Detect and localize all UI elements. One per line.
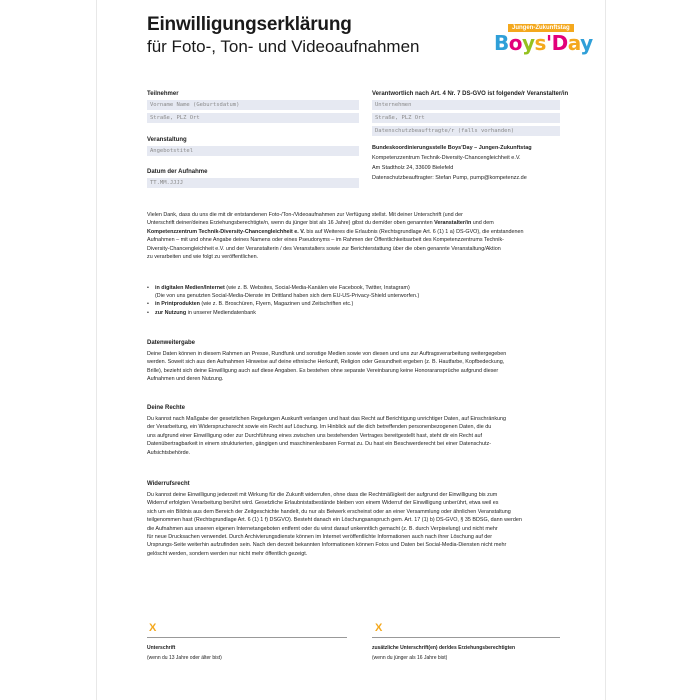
signature-mark-icon: X: [375, 622, 383, 634]
bullet-icon: •: [147, 309, 149, 316]
paragraph-line: die Aufnahmen aus unseren eigenen Internetangeboten entfernt oder du wirst darauf unkenntlich gemacht (z. B. durch Verpixelung) und nicht mehr: [147, 525, 498, 532]
bullet-3-bold: zur Nutzung: [155, 309, 187, 316]
bullet-1-text: (wie z. B. Websites, Social-Media-Kanälen wie Facebook, Twitter, Instagram): [224, 285, 410, 291]
intro-line-2-text: Unterschrift deiner/deines Erziehungsberechtigte/n, wenn du jünger bist als 16 Jahre) gibst du dem/der oben genannten: [147, 220, 435, 227]
paragraph-line: uns aufgrund einer Einwilligung oder zur Durchführung eines zwischen uns bestehenden Vertrages bereitgestellt hast, steht dir ein Recht auf: [147, 432, 483, 439]
document-title: Einwilligungserklärung: [147, 14, 352, 35]
paragraph-line: der Verarbeitung, ein Widerspruchsrecht sowie ein Recht auf Löschung. Im Hinblick auf die dich betreffenden personenbezogenen Daten, die du: [147, 424, 492, 431]
paragraph-line: werden. Soweit sich aus den Aufnahmen Hinweise auf deine ethnische Herkunft, Religion oder Gesundheit ergeben (z. B. Hautfarbe, Kopfbedeckung,: [147, 359, 505, 366]
intro-paragraph: [147, 211, 559, 261]
document-subtitle: für Foto-, Ton- und Videoaufnahmen: [147, 37, 420, 56]
participant-signature-note: (wenn du 13 Jahre oder älter bist): [147, 655, 222, 661]
office-line-1: Kompetenzzentrum Technik-Diversity-Chancengleichheit e.V.: [372, 155, 521, 161]
company-address-field[interactable]: Straße, PLZ Ort: [372, 113, 560, 123]
logo-banner: Jungen-Zukunftstag: [508, 24, 574, 32]
withdrawal-paragraph: [147, 491, 559, 558]
event-label: Veranstaltung: [147, 137, 187, 143]
bullet-2-bold: in Printprodukten: [155, 301, 200, 308]
intro-line-2: [147, 219, 559, 227]
paragraph-line: gelöscht werden, sondern werden nur nicht mehr öffentlich gezeigt.: [147, 550, 308, 557]
bullet-2-text: (wie z. B. Broschüren, Flyern, Magazinen und Zeitschriften etc.): [199, 301, 354, 308]
bullet-icon: •: [147, 301, 149, 308]
paragraph-line: teilgenommen hast (Rechtsgrundlage Art. 6 (1) 1 f) DSGVO). Besteht danach ein Löschungsanspruch gem. Art. 17 (1) b) DS-GVO, § 35 BDSG, dann werden: [147, 517, 522, 524]
section-heading-withdrawal: Widerrufsrecht: [147, 481, 190, 487]
intro-organizer-bold: Veranstalter/in: [434, 220, 472, 227]
participant-address-field[interactable]: Straße, PLZ Ort: [147, 113, 359, 123]
data-protection-officer-field[interactable]: Datenschutzbeauftragte/r (falls vorhanden): [372, 126, 560, 136]
office-heading: Bundeskoordinierungsstelle Boys'Day – Jungen-Zukunftstag: [372, 145, 532, 151]
date-field[interactable]: TT.MM.JJJJ: [147, 178, 359, 188]
bullet-icon: •: [147, 285, 149, 291]
intro-line-3: [147, 228, 559, 236]
participant-signature-line[interactable]: [147, 637, 347, 638]
intro-line-6: zu verarbeiten und wie folgt zu veröffentlichen.: [147, 254, 259, 261]
rights-paragraph: [147, 415, 559, 457]
section-heading-data-transfer: Datenweitergabe: [147, 340, 196, 346]
intro-line-2-end: und dem: [471, 220, 494, 227]
logo-wordmark: Boys'Day: [494, 31, 593, 55]
office-line-3: Datenschutzbeauftragter: Stefan Pump, pump@kompetenzz.de: [372, 175, 527, 181]
bullet-1-bold: in digitalen Medien/Internet: [155, 285, 225, 291]
participant-label: Teilnehmer: [147, 91, 179, 97]
company-field[interactable]: Unternehmen: [372, 100, 560, 110]
paragraph-line: Brille), bezieht sich deine Einwilligung auch auf diese Angaben. Es bestehen ohne separate Vereinbarung keine Honoraransprüche aufgrund dieser: [147, 367, 499, 374]
bullet-1-note: (Die von uns genutzten Social-Media-Dienste im Drittland haben sich dem EU-US-Privacy-Shield unterworfen.): [155, 293, 420, 300]
intro-line-5: Diversity-Chancengleichheit e.V. und der Veranstalterin / des Veranstalters sowie zur Berichterstattung über die oben genannte Veranstaltung/Aktion: [147, 245, 501, 252]
list-item: [147, 300, 559, 308]
paragraph-line: Datenübertragbarkeit in einem strukturierten, gängigen und maschinenlesbaren Format zu. Du hast ein Beschwerderecht bei einer Datenschutz-: [147, 441, 491, 448]
list-item: [147, 284, 559, 292]
intro-line-3-text: bis auf Weiteres die Erlaubnis (Rechtsgrundlage Art. 6 (1) 1 a) DS-GVO), die entstandenen: [304, 228, 524, 235]
paragraph-line: Ursprungs-Seite weiterhin aufzufinden sein. Nach den derzeit bekannten Informationen können Fotos und Daten bei Social-Media-Diensten nicht mehr: [147, 542, 507, 549]
list-item: [147, 309, 559, 317]
paragraph-line: Du kannst nach Maßgabe der gesetzlichen Regelungen Auskunft verlangen und hast das Recht auf Berichtigung unrichtiger Daten, auf Einschränkung: [147, 416, 507, 422]
intro-kompetenzz-bold: Kompetenzzentrum Technik-Diversity-Chancengleichheit e. V.: [147, 228, 305, 235]
paragraph-line: Widerruf erfolgten Verarbeitung berührt wird. Gesetzliche Erlaubnistatbestände bleiben von einem Widerruf der Einwilligung unberührt, etwa weil es: [147, 500, 499, 507]
bullet-3-text: in unserer Mediendatenbank: [186, 309, 256, 316]
responsible-label: Verantwortlich nach Art. 4 Nr. 7 DS-GVO ist folgende/r Veranstalter/in: [372, 91, 569, 97]
section-heading-rights: Deine Rechte: [147, 405, 186, 411]
paragraph-line: Deine Daten können in diesem Rahmen an Presse, Rundfunk und sonstige Medien sowie von diesen und uns zur Auftragsverarbeitung weitergegeben: [147, 351, 507, 357]
office-line-2: Am Stadtholz 24, 33609 Bielefeld: [372, 165, 454, 171]
data-transfer-paragraph: [147, 350, 559, 384]
paragraph-line: Du kannst deine Einwilligung jederzeit mit Wirkung für die Zukunft widerrufen, ohne dass die Rechtmäßigkeit der aufgrund der Einwilligung bis zum: [147, 492, 498, 498]
consent-form-page: [97, 0, 605, 700]
paragraph-line: Aufnahmen und deren Nutzung.: [147, 376, 224, 383]
date-label: Datum der Aufnahme: [147, 169, 208, 175]
event-field[interactable]: Angebotstitel: [147, 146, 359, 156]
intro-line-4: Aufnahmen – mit und ohne Angabe deines Namens oder eines Pseudonyms – im Rahmen der Öffentlichkeitsarbeit des Kompetenzzentrums Technik-: [147, 237, 504, 244]
intro-line-1: Vielen Dank, dass du uns die mit dir entstandenen Foto-/Ton-/Videoaufnahmen zur Verfügung stellst. Mit deiner Unterschrift (und der: [147, 212, 463, 218]
guardian-signature-line[interactable]: [372, 637, 560, 638]
participant-signature-label: Unterschrift: [147, 645, 176, 651]
signature-mark-icon: X: [149, 622, 157, 634]
paragraph-line: Aufsichtsbehörde.: [147, 449, 191, 456]
guardian-signature-note: (wenn du jünger als 16 Jahre bist): [372, 655, 448, 661]
boys-day-logo: [494, 24, 593, 55]
publication-channels-list: [147, 284, 559, 317]
guardian-signature-label: zusätzliche Unterschrift(en) der/des Erziehungsberechtigten: [372, 645, 516, 651]
participant-name-field[interactable]: Vorname Name (Geburtsdatum): [147, 100, 359, 110]
paragraph-line: sich um ein Bildnis aus dem Bereich der Zeitgeschichte handelt, du nur als Beiwerk erscheinst oder an einer Versammlung oder ähnlichen Veranstaltung: [147, 508, 511, 515]
paragraph-line: für neue Drucksachen verwendet. Durch Archivierungsdienste können im Internet veröffentlichte Informationen auch nach ihrer Löschung auf der: [147, 534, 493, 541]
